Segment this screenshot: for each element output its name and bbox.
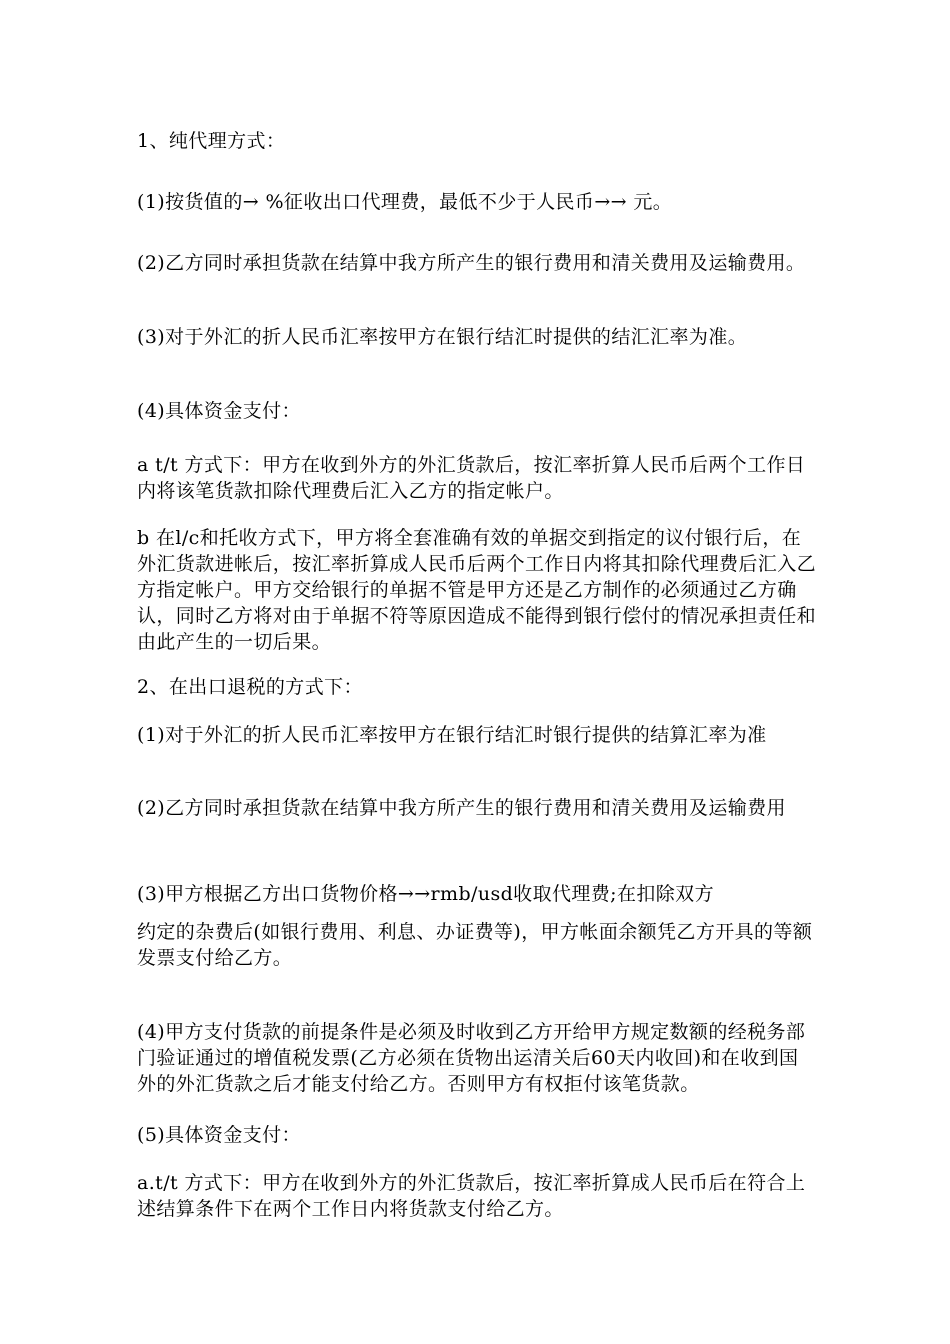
clause-1-4-b: b 在l/c和托收方式下，甲方将全套准确有效的单据交到指定的议付银行后，在外汇货款进帐后，按汇率折算成人民币后两个工作日内将其扣除代理费后汇入乙方指定帐户。甲方交给银行的单据不管是甲方还是乙方制作的必须通过乙方确认，同时乙方将对由于单据不符等原因造成不能得到银行偿付的情况承担责任和由此产生的一切后果。 [137, 527, 817, 653]
clause-1-2: (2)乙方同时承担货款在结算中我方所产生的银行费用和清关费用及运输费用。 [137, 252, 806, 274]
section-1-heading: 1、纯代理方式： [137, 130, 286, 152]
clause-1-4: (4)具体资金支付： [137, 400, 301, 422]
clause-2-1: (1)对于外汇的折人民币汇率按甲方在银行结汇时银行提供的结算汇率为准 [137, 724, 767, 746]
clause-2-5-a: a.t/t 方式下：甲方在收到外方的外汇货款后，按汇率折算成人民币后在符合上述结算条件下在两个工作日内将货款支付给乙方。 [137, 1172, 806, 1220]
clause-2-3-continued: 约定的杂费后(如银行费用、利息、办证费等)，甲方帐面余额凭乙方开具的等额发票支付给乙方。 [137, 921, 813, 969]
clause-2-5: (5)具体资金支付： [137, 1124, 301, 1146]
clause-2-3: (3)甲方根据乙方出口货物价格→→rmb/usd收取代理费;在扣除双方 [137, 883, 714, 905]
clause-2-4: (4)甲方支付货款的前提条件是必须及时收到乙方开给甲方规定数额的经税务部门验证通过的增值税发票(乙方必须在货物出运清关后60天内收回)和在收到国外的外汇货款之后才能支付给乙方。否则甲方有权拒付该笔货款。 [137, 1021, 806, 1095]
clause-1-3: (3)对于外汇的折人民币汇率按甲方在银行结汇时提供的结汇汇率为准。 [137, 326, 748, 348]
clause-1-4-a: a t/t 方式下：甲方在收到外方的外汇货款后，按汇率折算人民币后两个工作日内将该笔货款扣除代理费后汇入乙方的指定帐户。 [137, 454, 806, 502]
clause-1-1: (1)按货值的→ %征收出口代理费，最低不少于人民币→→ 元。 [137, 191, 673, 213]
section-2-heading: 2、在出口退税的方式下： [137, 676, 363, 698]
clause-2-2: (2)乙方同时承担货款在结算中我方所产生的银行费用和清关费用及运输费用 [137, 797, 786, 819]
